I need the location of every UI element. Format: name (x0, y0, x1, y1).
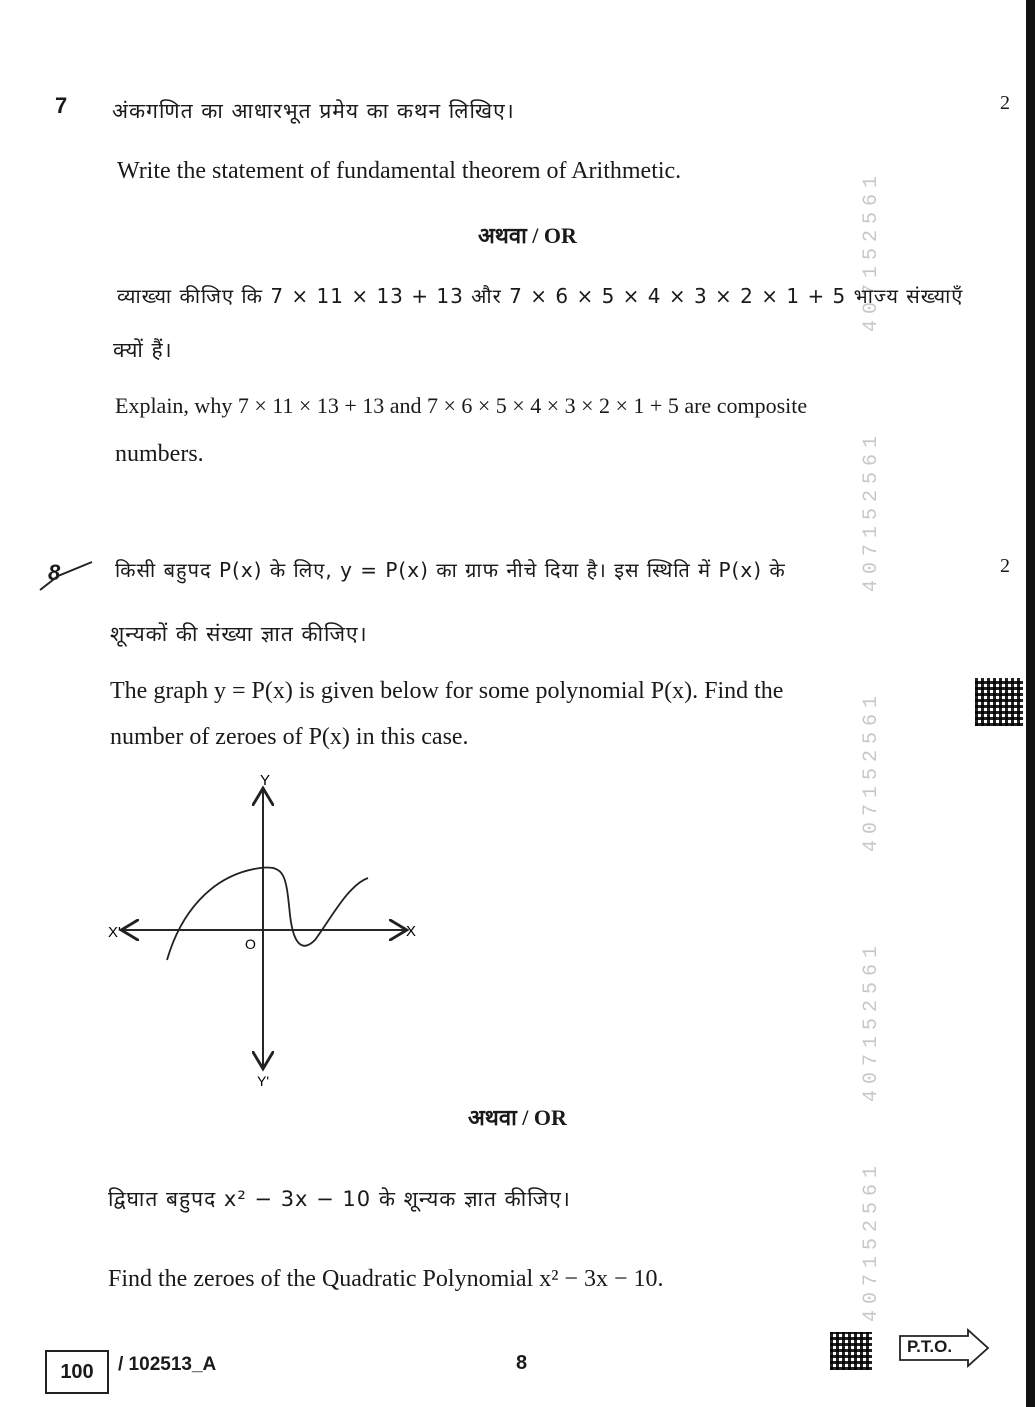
question-8-alt-hindi: द्विघात बहुपद x² − 3x − 10 के शून्यक ज्ञात कीजिए। (108, 1187, 571, 1211)
polynomial-curve (167, 868, 368, 960)
footer-barcode-icon (830, 1332, 872, 1370)
question-8-marks: 2 (1000, 555, 1010, 577)
footer-box-number: 100 (45, 1350, 109, 1394)
question-7-english: Write the statement of fundamental theorem of Arithmetic. (117, 158, 682, 184)
polynomial-graph (100, 765, 430, 1095)
watermark-5: 407152561 (860, 1160, 883, 1323)
watermark-1: 407152561 (860, 170, 883, 333)
question-8-english-line2: number of zeroes of P(x) in this case. (110, 724, 469, 750)
question-7-alt-english-line1: Explain, why 7 × 11 × 13 + 13 and 7 × 6 × 5 × 4 × 3 × 2 × 1 + 5 are composite (115, 393, 808, 418)
footer-code: / 102513_A (118, 1354, 217, 1375)
question-8-alt-english: Find the zeroes of the Quadratic Polynomial x² − 3x − 10. (108, 1266, 664, 1292)
question-7-marks: 2 (1000, 92, 1010, 114)
watermark-2: 407152561 (860, 430, 883, 593)
page-edge-bar (1026, 0, 1035, 1407)
question-7-alt-hindi-line1: व्याख्या कीजिए कि 7 × 11 × 13 + 13 और 7 × 6 × 5 × 4 × 3 × 2 × 1 + 5 भाज्य संख्याएँ (117, 284, 964, 308)
x-neg-axis-label: X' (108, 924, 121, 941)
question-7-alt-hindi-line2: क्यों हैं। (113, 338, 173, 362)
question-8-english-line1: The graph y = P(x) is given below for some polynomial P(x). Find the (110, 678, 784, 704)
pto-label: P.T.O. (907, 1337, 953, 1356)
pto-marker (898, 1328, 990, 1368)
question-7-hindi: अंकगणित का आधारभूत प्रमेय का कथन लिखिए। (112, 99, 515, 123)
tick-mark-icon (36, 558, 96, 594)
x-axis-label: X (406, 923, 417, 940)
question-8-hindi-line2: शून्यकों की संख्या ज्ञात कीजिए। (110, 622, 368, 646)
origin-label: O (245, 936, 256, 952)
question-8-or: अथवा / OR (468, 1105, 567, 1130)
watermark-4: 407152561 (860, 940, 883, 1103)
y-axis-label: Y (260, 772, 271, 789)
question-8-number: 8 (48, 560, 61, 585)
question-7-number: 7 (55, 93, 68, 118)
question-7-or: अथवा / OR (478, 223, 577, 248)
page-number: 8 (516, 1352, 528, 1374)
question-8-hindi-line1: किसी बहुपद P(x) के लिए, y = P(x) का ग्राफ नीचे दिया है। इस स्थिति में P(x) के (115, 558, 786, 582)
qr-code-icon (975, 678, 1023, 726)
y-neg-axis-label: Y' (257, 1073, 270, 1089)
question-7-alt-english-line2: numbers. (115, 441, 204, 467)
watermark-3: 407152561 (860, 690, 883, 853)
